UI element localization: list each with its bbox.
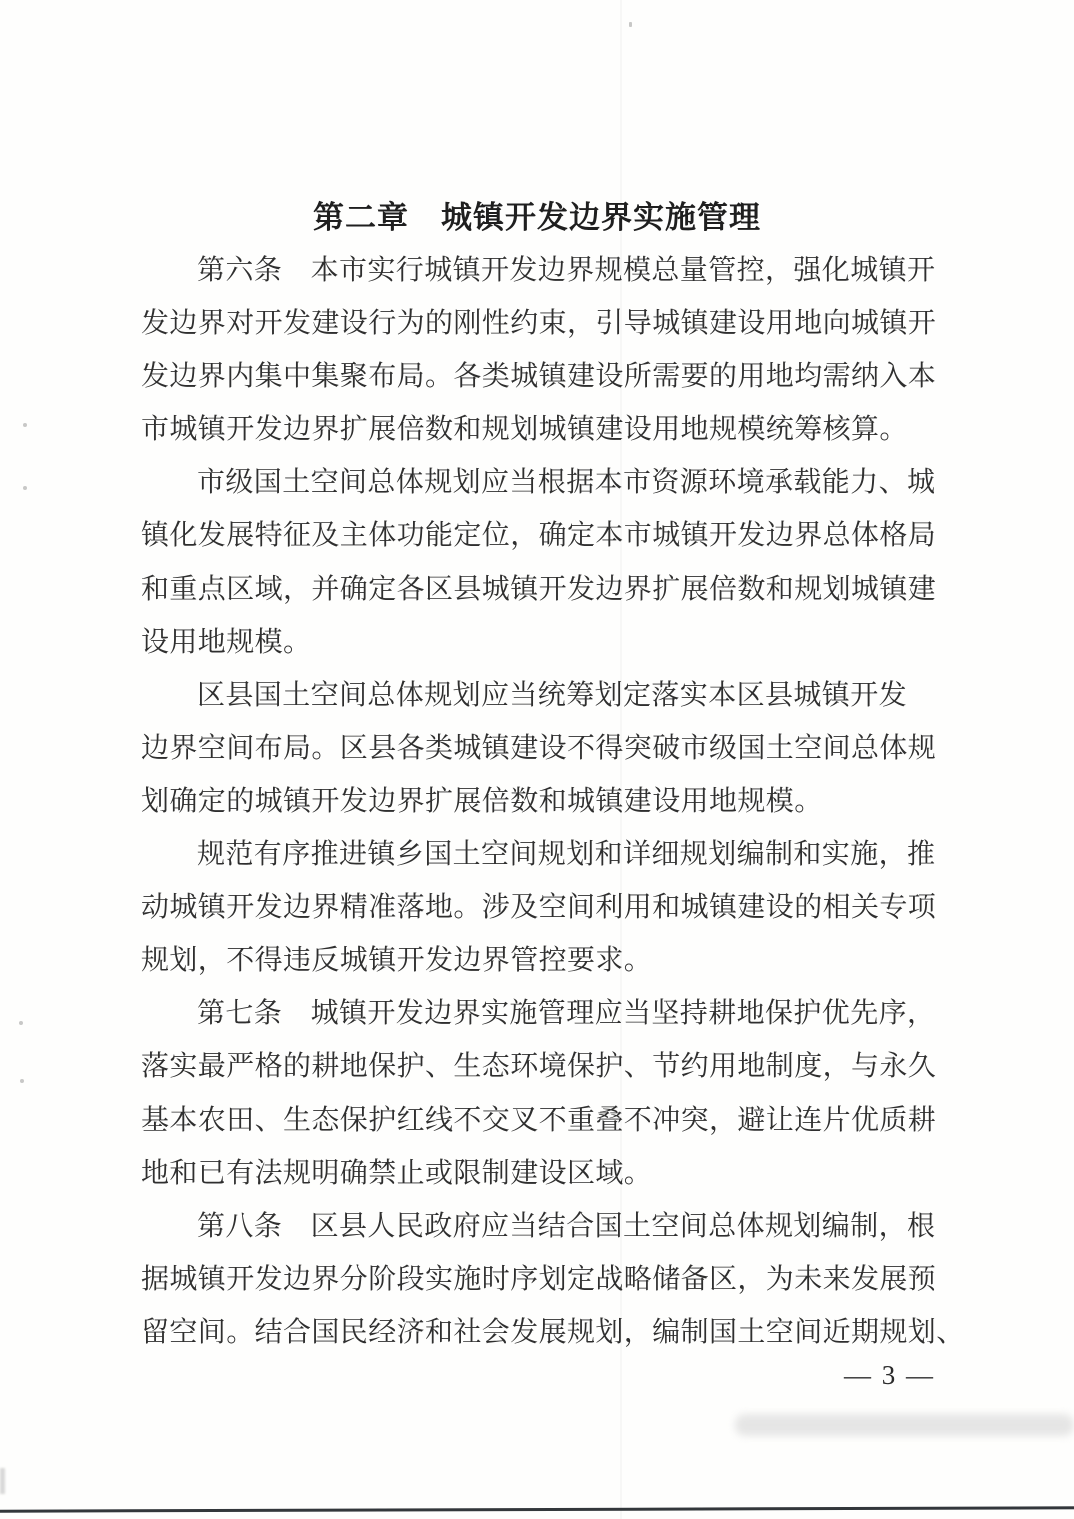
page-number: — 3 — (844, 1360, 935, 1390)
chapter-title: 第二章 城镇开发边界实施管理 (313, 200, 761, 235)
text-line: 据城镇开发边界分阶段实施时序划定战略储备区，为未来发展预 (141, 1263, 937, 1295)
scan-speck (629, 22, 632, 27)
text-line: 市级国土空间总体规划应当根据本市资源环境承载能力、城 (197, 467, 936, 499)
scan-speck (23, 423, 27, 427)
text-line: 市城镇开发边界扩展倍数和规划城镇建设用地规模统筹核算。 (141, 414, 908, 446)
scan-speck (23, 486, 27, 490)
text-line: 区县国土空间总体规划应当统筹划定落实本区县城镇开发 (197, 679, 908, 711)
text-line: 规范有序推进镇乡国土空间规划和详细规划编制和实施，推 (197, 839, 936, 871)
text-line: 第六条 本市实行城镇开发边界规模总量管控，强化城镇开 (197, 255, 936, 286)
scan-bottom-edge (0, 1506, 1074, 1512)
text-line: 发边界内集中集聚布局。各类城镇建设所需要的用地均需纳入本 (141, 361, 937, 393)
text-line: 动城镇开发边界精准落地。涉及空间利用和城镇建设的相关专项 (141, 892, 937, 924)
text-line: 第八条 区县人民政府应当结合国土空间总体规划编制，根 (197, 1210, 936, 1242)
text-line: 地和已有法规明确禁止或限制建设区域。 (141, 1157, 653, 1189)
document-body (141, 244, 965, 1359)
scan-smudge (735, 1414, 1074, 1436)
scan-speck (20, 1079, 24, 1083)
text-line: 边界空间布局。区县各类城镇建设不得突破市级国土空间总体规 (141, 732, 937, 764)
text-line: 镇化发展特征及主体功能定位，确定本市城镇开发边界总体格局 (141, 520, 937, 552)
text-line: 划确定的城镇开发边界扩展倍数和城镇建设用地规模。 (141, 785, 823, 817)
text-line: 发边界对开发建设行为的刚性约束，引导城镇建设用地向城镇开 (141, 308, 937, 340)
text-line: 设用地规模。 (141, 626, 312, 658)
scan-edge-mark (0, 1468, 5, 1494)
text-line: 留空间。结合国民经济和社会发展规划，编制国土空间近期规划、 (141, 1316, 965, 1348)
text-line: 规划，不得违反城镇开发边界管控要求。 (141, 945, 653, 977)
text-line: 和重点区域，并确定各区县城镇开发边界扩展倍数和规划城镇建 (141, 573, 937, 605)
text-line: 基本农田、生态保护红线不交叉不重叠不冲突，避让连片优质耕 (141, 1104, 937, 1136)
text-line: 第七条 城镇开发边界实施管理应当坚持耕地保护优先序， (197, 998, 936, 1030)
scan-speck (19, 1021, 23, 1025)
text-line: 落实最严格的耕地保护、生态环境保护、节约用地制度，与永久 (141, 1051, 937, 1083)
